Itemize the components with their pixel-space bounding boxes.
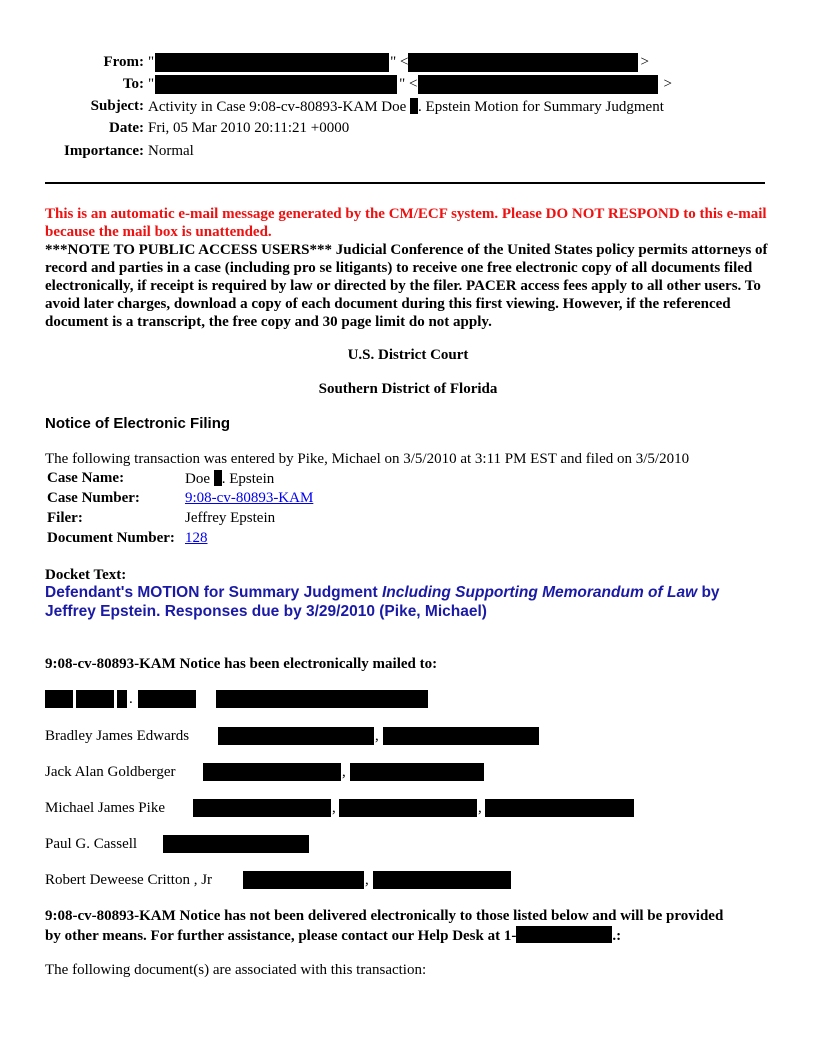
header-divider xyxy=(45,182,765,184)
recipient-name: Paul G. Cassell xyxy=(45,836,138,852)
filing-heading: Notice of Electronic Filing xyxy=(45,415,231,432)
docket-text-line1 xyxy=(45,584,720,602)
docket-text-label: Docket Text: xyxy=(45,567,127,583)
recipient-name: Jack Alan Goldberger xyxy=(45,764,176,780)
from-label: From: xyxy=(103,54,144,70)
case-number-label: Case Number: xyxy=(47,490,140,506)
automatic-message-warning: This is an automatic e-mail message generated by the CM/ECF system. Please DO NOT RESPOND to this e-mail because the mail box is unattended. xyxy=(45,206,767,240)
from-value: " " < > xyxy=(148,54,649,70)
help-desk-end: .: xyxy=(612,928,622,944)
date-label: Date: xyxy=(109,120,144,136)
importance-label: Importance: xyxy=(64,143,144,159)
redaction-email xyxy=(203,763,341,781)
redaction-to-name xyxy=(155,75,397,94)
documents-intro: The following document(s) are associated with this transaction: xyxy=(45,962,427,978)
subject-value xyxy=(148,98,664,116)
case-name-value xyxy=(185,470,274,488)
case-number-link-text[interactable]: 9:08-cv-80893-KAM xyxy=(185,490,314,506)
comma-separator: , xyxy=(478,800,482,816)
recipient-0-period: . xyxy=(129,691,133,707)
redaction-email xyxy=(485,799,634,817)
importance-value: Normal xyxy=(148,143,194,159)
comma-separator: , xyxy=(365,872,369,888)
help-desk-text: by other means. For further assistance, please contact our Help Desk at 1- xyxy=(45,928,517,944)
not-delivered-line1: 9:08-cv-80893-KAM Notice has not been delivered electronically to those listed below and will be provided xyxy=(45,908,724,924)
subject-label: Subject: xyxy=(90,98,144,114)
comma-separator: , xyxy=(375,728,379,744)
redaction-email xyxy=(350,763,484,781)
document-number-link-text[interactable]: 128 xyxy=(185,530,208,546)
redaction-email xyxy=(339,799,477,817)
recipient-name: Michael James Pike xyxy=(45,800,165,816)
case-name-label: Case Name: xyxy=(47,470,125,486)
redaction-case-name xyxy=(214,470,222,486)
redaction-recipient-0-email xyxy=(216,690,428,708)
redaction-recipient-0a xyxy=(45,690,73,708)
case-number-link[interactable] xyxy=(185,490,313,507)
to-label: To: xyxy=(122,76,144,92)
not-delivered-line2 xyxy=(45,926,621,945)
redaction-recipient-0c xyxy=(117,690,127,708)
case-name-start: Doe xyxy=(185,471,210,487)
redaction-to-email xyxy=(418,75,658,94)
redaction-recipient-0b xyxy=(76,690,114,708)
document-number-link[interactable] xyxy=(185,530,208,547)
redaction-phone xyxy=(516,926,612,943)
transaction-intro: The following transaction was entered by Pike, Michael on 3/5/2010 at 3:11 PM EST and filed on 3/5/2010 xyxy=(45,451,690,467)
filer-value: Jeffrey Epstein xyxy=(185,510,276,526)
redaction-from-name xyxy=(155,53,389,72)
to-value: " " < > xyxy=(148,76,672,92)
redaction-subject xyxy=(410,98,418,114)
filer-label: Filer: xyxy=(47,510,83,526)
docket-text-b: by xyxy=(697,584,720,601)
court-district: Southern District of Florida xyxy=(318,381,498,397)
subject-text-start: Activity in Case 9:08-cv-80893-KAM Doe xyxy=(148,99,407,115)
recipient-name: Robert Deweese Critton , Jr xyxy=(45,872,213,888)
public-access-note: ***NOTE TO PUBLIC ACCESS USERS*** Judicial Conference of the United States policy permits attorneys of record and parties in a case (including pro se litigants) to receive one free electronic copy of all documents filed electronically, if receipt is required by law or directed by the filer. PACER access fees apply to all other users. To avoid later charges, download a copy of each document during this first viewing. However, if the referenced document is a transcript, the free copy and 30 page limit do not apply. xyxy=(45,242,768,330)
docket-text-italic: Including Supporting Memorandum of Law xyxy=(381,584,698,601)
redaction-from-email xyxy=(408,53,638,72)
docket-text-a: Defendant's MOTION for Summary Judgment xyxy=(45,584,382,601)
redaction-email xyxy=(243,871,364,889)
docket-text-line2: Jeffrey Epstein. Responses due by 3/29/2010 (Pike, Michael) xyxy=(45,603,487,620)
redaction-email xyxy=(383,727,539,745)
redaction-recipient-0d xyxy=(138,690,196,708)
court-name: U.S. District Court xyxy=(347,347,469,363)
redaction-email xyxy=(218,727,374,745)
subject-text-end: . Epstein Motion for Summary Judgment xyxy=(418,99,664,115)
redaction-email xyxy=(193,799,331,817)
redaction-email xyxy=(373,871,511,889)
redaction-email xyxy=(163,835,309,853)
date-value: Fri, 05 Mar 2010 20:11:21 +0000 xyxy=(148,120,350,136)
document-number-label: Document Number: xyxy=(47,530,175,546)
comma-separator: , xyxy=(332,800,336,816)
comma-separator: , xyxy=(342,764,346,780)
case-name-end: . Epstein xyxy=(221,471,275,487)
mailed-heading: 9:08-cv-80893-KAM Notice has been electronically mailed to: xyxy=(45,656,438,672)
recipient-name: Bradley James Edwards xyxy=(45,728,190,744)
